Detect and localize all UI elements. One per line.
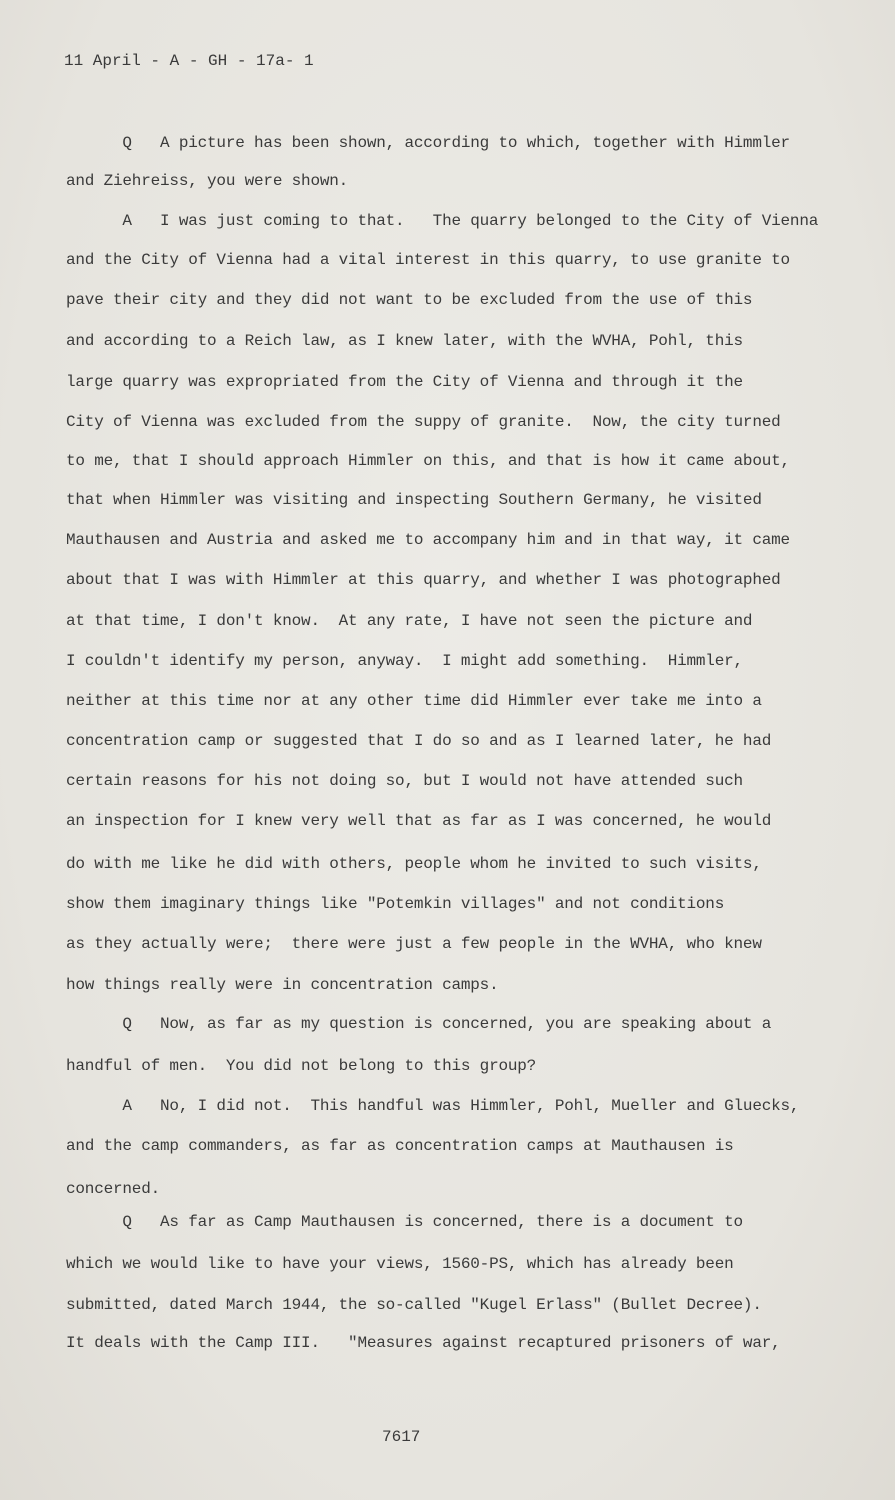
text-line: and the City of Vienna had a vital interest in this quarry, to use granite to [66, 251, 790, 269]
text-line: neither at this time nor at any other time did Himmler ever take me into a [66, 692, 762, 710]
text-line: at that time, I don't know. At any rate, I have not seen the picture and [66, 612, 753, 630]
text-line: and Ziehreiss, you were shown. [66, 172, 349, 190]
text-line: and according to a Reich law, as I knew later, with the WVHA, Pohl, this [66, 332, 743, 350]
text-line: A No, I did not. This handful was Himmler, Pohl, Mueller and Gluecks, [66, 1097, 800, 1115]
text-line: large quarry was expropriated from the City of Vienna and through it the [66, 373, 743, 391]
text-line: A I was just coming to that. The quarry belonged to the City of Vienna [66, 212, 819, 230]
text-line: how things really were in concentration camps. [66, 976, 499, 994]
text-line: certain reasons for his not doing so, but I would not have attended such [66, 772, 743, 790]
text-line: City of Vienna was excluded from the suppy of granite. Now, the city turned [66, 413, 781, 431]
text-line: Q Now, as far as my question is concerned, you are speaking about a [66, 1015, 772, 1033]
text-line: submitted, dated March 1944, the so-called "Kugel Erlass" (Bullet Decree). [66, 1296, 762, 1314]
text-line: Q A picture has been shown, according to which, together with Himmler [66, 134, 790, 152]
text-line: It deals with the Camp III. "Measures against recaptured prisoners of war, [66, 1334, 781, 1352]
text-line: show them imaginary things like "Potemkin villages" and not conditions [66, 895, 725, 913]
text-line: an inspection for I knew very well that as far as I was concerned, he would [66, 812, 772, 830]
text-line: Q As far as Camp Mauthausen is concerned, there is a document to [66, 1213, 743, 1231]
text-line: to me, that I should approach Himmler on this, and that is how it came about, [66, 452, 790, 470]
text-line: and the camp commanders, as far as concentration camps at Mauthausen is [66, 1137, 734, 1155]
text-line: about that I was with Himmler at this quarry, and whether I was photographed [66, 571, 781, 589]
text-line: Mauthausen and Austria and asked me to accompany him and in that way, it came [66, 531, 790, 549]
text-line: as they actually were; there were just a few people in the WVHA, who knew [66, 935, 762, 953]
page-number: 7617 [382, 1428, 421, 1446]
text-line: pave their city and they did not want to be excluded from the use of this [66, 291, 753, 309]
document-header: 11 April - A - GH - 17a- 1 [64, 52, 314, 70]
text-line: concentration camp or suggested that I do so and as I learned later, he had [66, 732, 772, 750]
text-line: handful of men. You did not belong to this group? [66, 1057, 537, 1075]
text-line: I couldn't identify my person, anyway. I might add something. Himmler, [66, 652, 743, 670]
text-line: do with me like he did with others, people whom he invited to such visits, [66, 855, 762, 873]
text-line: concerned. [66, 1180, 161, 1198]
text-line: that when Himmler was visiting and inspecting Southern Germany, he visited [66, 491, 762, 509]
text-line: which we would like to have your views, 1560-PS, which has already been [66, 1255, 734, 1273]
